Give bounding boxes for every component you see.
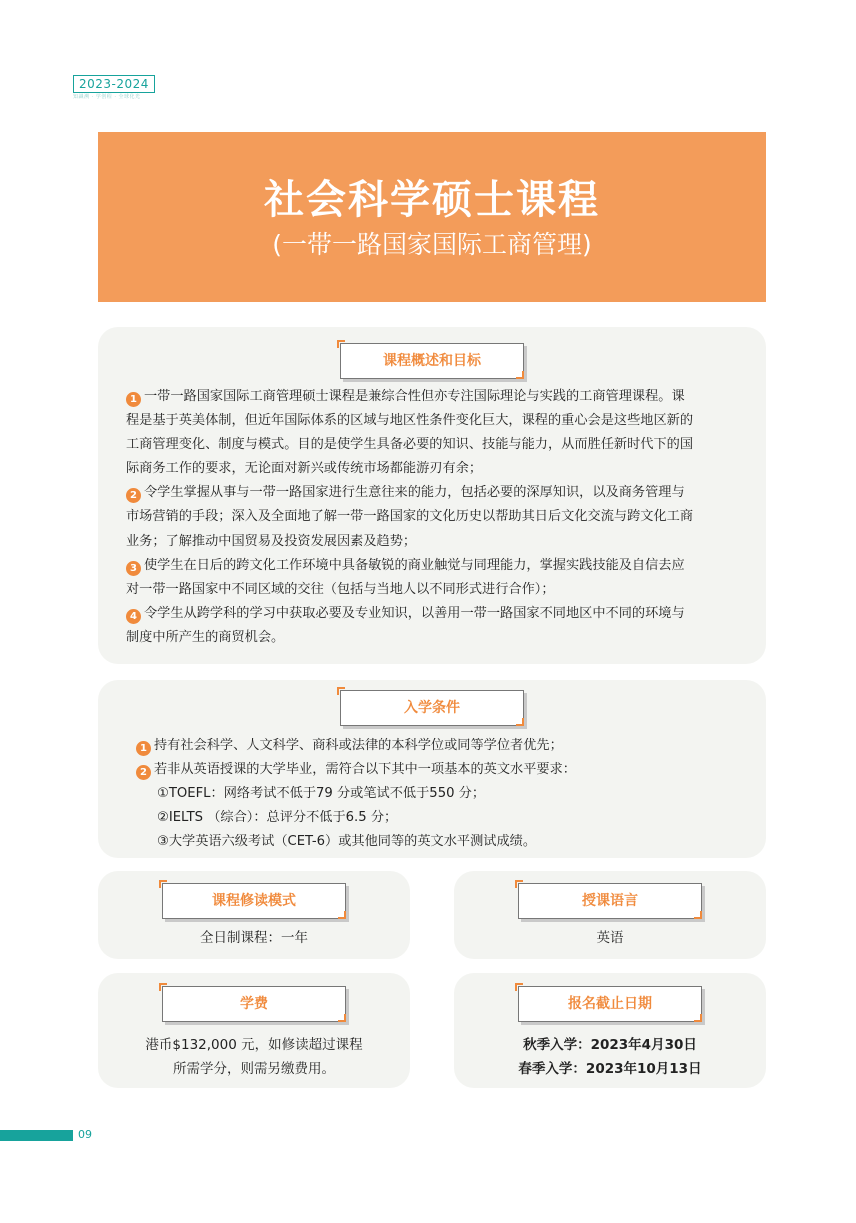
number-2-icon: 2 [126,488,141,503]
page-title: 社会科学硕士课程 [264,177,600,223]
study-mode-panel [98,871,410,959]
admission-tag [340,690,524,726]
fee-line-1: 港币$132,000 元，如修读超过课程 [145,1037,363,1053]
overview-tag [340,343,524,379]
admission-tag-label: 入学条件 [404,700,460,716]
overview-item: 2 令学生掌握从事与一带一路国家进行生意往来的能力，包括必要的深厚知识，以及商务管理与 [126,481,751,505]
deadline-tag: 报名截止日期 [518,986,702,1022]
language-panel [454,871,766,959]
deadline-panel [454,973,766,1088]
study-mode-text: 全日制课程：一年 [200,930,308,946]
overview-item: 1 一带一路国家国际工商管理硕士课程是兼综合性但亦专注国际理论与实践的工商管理课程。课 [126,385,751,409]
number-2-icon: 2 [136,765,151,780]
number-1-icon: 1 [126,392,141,407]
admission-panel [98,680,766,858]
fee-panel [98,973,410,1088]
overview-tag-label: 课程概述和目标 [383,353,481,369]
overview-item: 3 使学生在日后的跨文化工作环境中具备敏锐的商业触觉与同理能力，掌握实践技能及自信去应 [126,554,751,578]
overview-body: 1 一带一路国家国际工商管理硕士课程是兼综合性但亦专注国际理论与实践的工商管理课程。课 程是基于英美体制，但近年国际体系的区域与地区性条件变化巨大，课程的重心会是这些地区新的 工商管理变化、制度与模式。目的是使学生具备必要的知识、技能与能力，从而胜任新时代下的国 际商务工作的要求，无论面对新兴或传统市场都能游刃有余； 2 令学生掌握从事与一带一路国家进行生意往来的能力，包括必要的深厚知识，以及商务管理与 市场营销的手段；深入及全面地了解一带一路国家的文化历史以帮助其日后文化交流与跨文化工商 业务；了解推动中国贸易及投资发展因素及趋势； 3 使学生在日后的跨文化工作环境中具备敏锐的商业触觉与同理能力，掌握实践技能及自信去应 对一带一路国家中不同区域的交往（包括与当地人以不同形式进行合作）； 4 令学生从跨学科的学习中获取必要及专业知识，以善用一带一路国家不同地区中不同的环境与 制度中所产生的商贸机会。 [126,385,751,650]
fee-line-2: 所需学分，则需另缴费用。 [173,1061,335,1077]
overview-panel [98,327,766,664]
study-mode-tag: 课程修读模式 [162,883,346,919]
number-4-icon: 4 [126,609,141,624]
overview-item: 4 令学生从跨学科的学习中获取必要及专业知识，以善用一带一路国家不同地区中不同的环境与 [126,602,751,626]
deadline-spring: 春季入学：2023年10月13日 [518,1061,702,1077]
number-3-icon: 3 [126,561,141,576]
hero-banner [98,132,766,302]
number-1-icon: 1 [136,741,151,756]
year-badge: 2023-2024 [73,75,155,93]
footer-bar [0,1130,73,1141]
page-number: 09 [78,1128,92,1141]
admission-body: 1 持有社会科学、人文科学、商科或法律的本科学位或同等学位者优先； 2 若非从英语授课的大学毕业，需符合以下其中一项基本的英文水平要求： ①TOEFL：网络考试不低于79 分或笔试不低于550 分； ②IELTS （综合）：总评分不低于6.5 分； ③大学英语六级考试（CET-6）或其他同等的英文水平测试成绩。 [136,734,756,854]
year-tagline: 知識溯 · 学创程 · 全球化光 [73,94,141,100]
fee-tag: 学费 [162,986,346,1022]
language-text: 英语 [596,930,624,946]
language-tag: 授课语言 [518,883,702,919]
page-subtitle: (一带一路国家国际工商管理) [272,230,592,259]
deadline-autumn: 秋季入学：2023年4月30日 [523,1037,697,1053]
